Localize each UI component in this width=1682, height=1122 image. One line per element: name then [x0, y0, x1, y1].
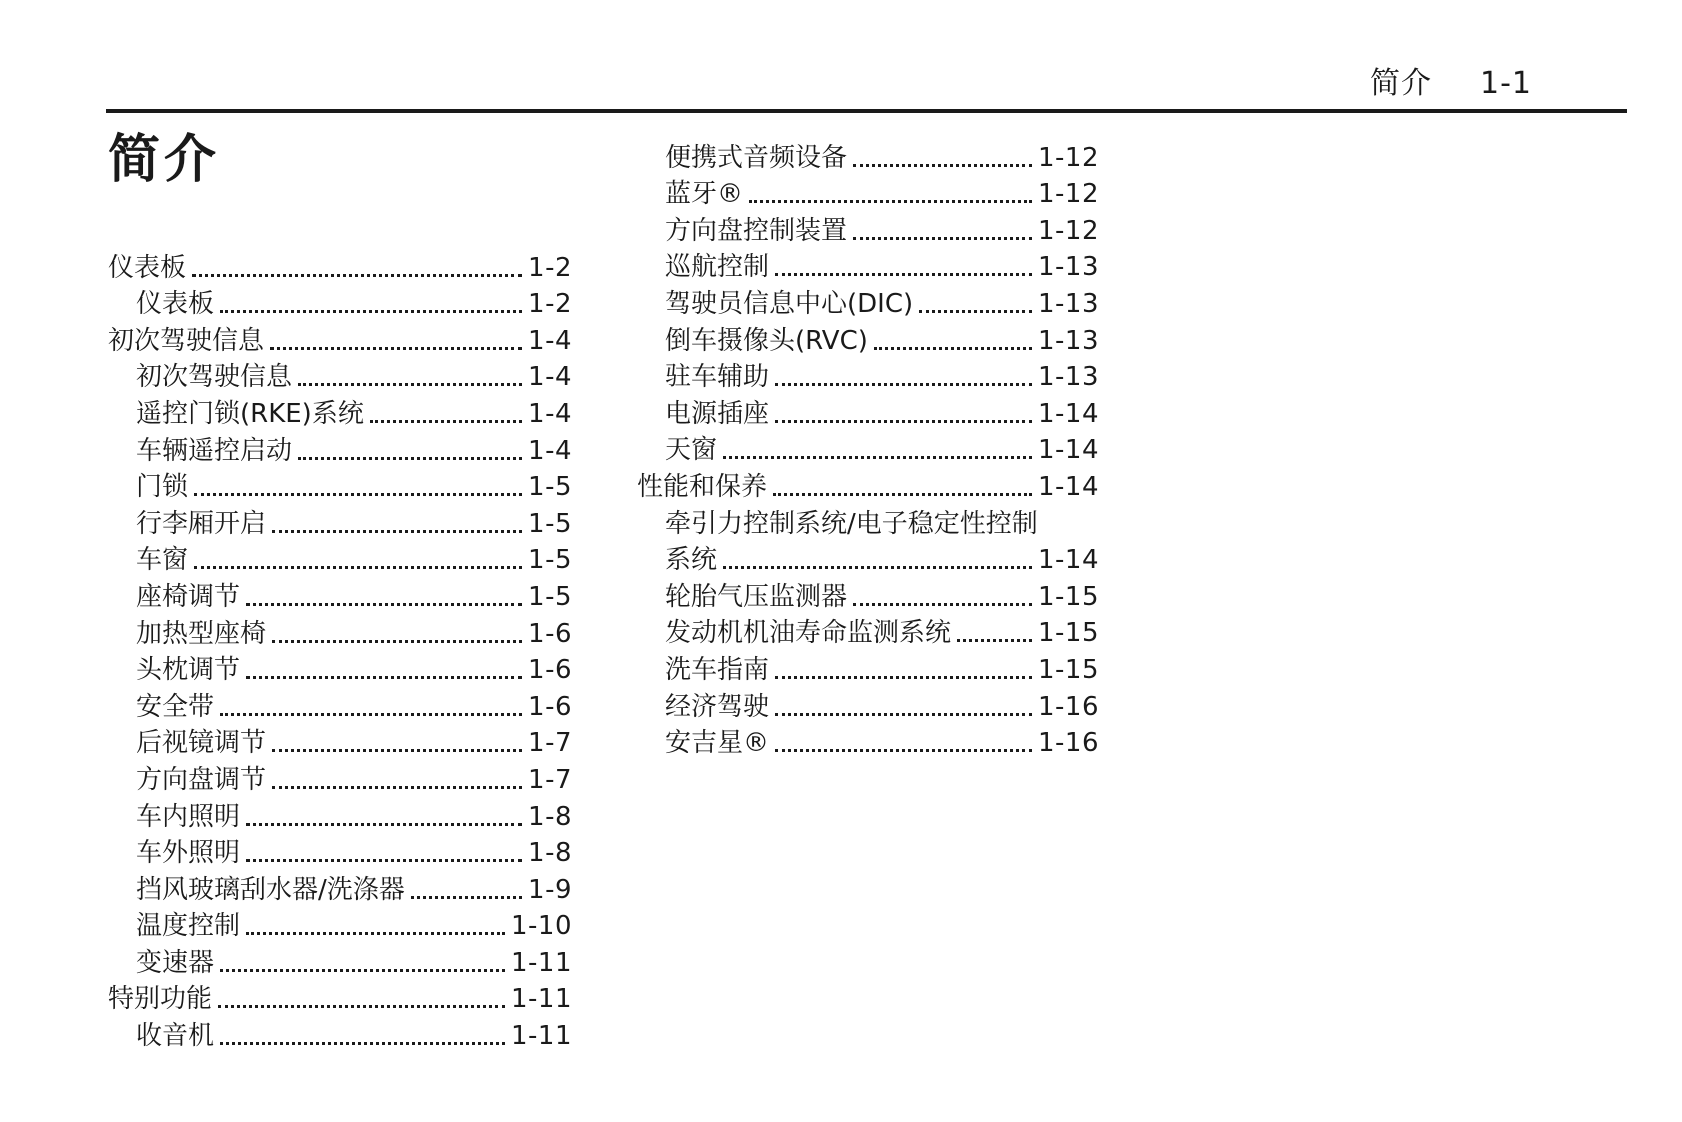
toc-entry-title: 座椅调节 [136, 581, 241, 612]
toc-entry-page: 1-12 [1037, 142, 1099, 173]
toc-entry-title: 驾驶员信息中心(DIC) [665, 288, 914, 319]
toc-entry-page: 1-5 [528, 581, 572, 612]
toc-entry-title: 车窗 [136, 545, 189, 576]
toc-entry[interactable] [108, 834, 572, 871]
toc-entry-title: 特别功能 [108, 984, 213, 1015]
toc-entry[interactable] [108, 577, 572, 614]
toc-entry-title: 驻车辅助 [665, 362, 770, 393]
toc-entry-page: 1-6 [528, 691, 572, 722]
toc-entry-title: 仪表板 [108, 252, 187, 283]
toc-entry[interactable] [108, 541, 572, 578]
toc-entry-page: 1-13 [1037, 288, 1099, 319]
toc-dot-leader [723, 456, 1032, 459]
toc-dot-leader [192, 274, 522, 277]
toc-dot-leader [919, 310, 1032, 313]
toc-dot-leader [194, 493, 522, 496]
toc-entry[interactable] [637, 248, 1099, 285]
toc-entry-title: 经济驾驶 [665, 691, 770, 722]
toc-dot-leader [874, 347, 1032, 350]
toc-dot-leader [298, 383, 522, 386]
toc-entry-title: 初次驾驶信息 [108, 325, 265, 356]
toc-dot-leader [775, 273, 1032, 276]
toc-entry[interactable] [108, 687, 572, 724]
toc-entry-page: 1-5 [528, 545, 572, 576]
toc-column-right [637, 138, 1099, 760]
toc-entry-title: 性能和保养 [637, 471, 768, 502]
toc-entry-page: 1-14 [1037, 545, 1099, 576]
toc-entry[interactable] [637, 687, 1099, 724]
toc-dot-leader [272, 786, 522, 789]
toc-dot-leader [775, 676, 1032, 679]
header-page-number: 1-1 [1480, 66, 1532, 101]
toc-entry[interactable] [637, 211, 1099, 248]
toc-dot-leader [773, 493, 1032, 496]
toc-entry-page: 1-15 [1037, 654, 1099, 685]
toc-entry[interactable] [108, 797, 572, 834]
toc-entry-page: 1-12 [1037, 179, 1099, 210]
toc-entry-title: 行李厢开启 [136, 508, 267, 539]
toc-entry-page: 1-6 [528, 655, 572, 686]
toc-entry[interactable] [108, 907, 572, 944]
toc-entry-title: 蓝牙® [665, 179, 744, 210]
toc-entry-title: 收音机 [136, 1021, 215, 1052]
toc-entry-title: 车内照明 [136, 801, 241, 832]
toc-entry[interactable] [108, 870, 572, 907]
toc-entry-page: 1-8 [528, 801, 572, 832]
toc-entry-title: 牵引力控制系统/电子稳定性控制 [665, 508, 1038, 539]
toc-dot-leader [411, 896, 522, 899]
toc-entry[interactable] [108, 321, 572, 358]
toc-entry[interactable] [637, 504, 1099, 541]
toc-entry-page: 1-14 [1037, 435, 1099, 466]
toc-entry-page: 1-6 [528, 618, 572, 649]
toc-entry-title: 倒车摄像头(RVC) [665, 325, 868, 356]
toc-dot-leader [272, 749, 522, 752]
toc-dot-leader [853, 237, 1032, 240]
toc-entry-title: 电源插座 [665, 398, 770, 429]
toc-entry[interactable] [637, 175, 1099, 212]
toc-entry-page: 1-11 [510, 984, 572, 1015]
toc-entry-title: 洗车指南 [665, 654, 770, 685]
toc-dot-leader [272, 640, 522, 643]
toc-entry-page: 1-13 [1037, 325, 1099, 356]
toc-entry-page: 1-5 [528, 508, 572, 539]
toc-entry-title: 加热型座椅 [136, 618, 267, 649]
toc-dot-leader [723, 566, 1032, 569]
toc-entry-title: 方向盘控制装置 [665, 215, 848, 246]
toc-dot-leader [298, 457, 522, 460]
toc-entry-page: 1-13 [1037, 362, 1099, 393]
toc-column-left [108, 248, 572, 1053]
toc-dot-leader [246, 932, 505, 935]
toc-entry-page: 1-4 [528, 325, 572, 356]
toc-entry[interactable] [108, 760, 572, 797]
toc-entry[interactable] [637, 724, 1099, 761]
header-rule [106, 109, 1627, 113]
toc-entry-page: 1-2 [528, 289, 572, 320]
toc-dot-leader [749, 200, 1032, 203]
toc-dot-leader [370, 420, 522, 423]
toc-entry-title: 安吉星® [665, 728, 770, 759]
toc-entry-page: 1-4 [528, 398, 572, 429]
toc-entry-title: 便携式音频设备 [665, 142, 848, 173]
toc-entry[interactable] [108, 614, 572, 651]
toc-entry[interactable] [108, 980, 572, 1017]
toc-dot-leader [194, 566, 522, 569]
toc-entry-title: 遥控门锁(RKE)系统 [136, 398, 364, 429]
toc-entry[interactable] [108, 651, 572, 688]
toc-entry[interactable] [637, 394, 1099, 431]
toc-dot-leader [957, 639, 1032, 642]
toc-dot-leader [220, 713, 522, 716]
toc-entry[interactable] [108, 504, 572, 541]
toc-entry-page: 1-12 [1037, 215, 1099, 246]
toc-entry-title: 发动机机油寿命监测系统 [665, 618, 952, 649]
toc-dot-leader [246, 603, 522, 606]
toc-entry[interactable] [637, 284, 1099, 321]
toc-entry[interactable] [108, 431, 572, 468]
toc-dot-leader [246, 823, 522, 826]
toc-entry[interactable] [637, 541, 1099, 578]
toc-entry-page: 1-14 [1037, 398, 1099, 429]
toc-dot-leader [272, 530, 522, 533]
toc-entry[interactable] [637, 358, 1099, 395]
toc-entry-title: 初次驾驶信息 [136, 362, 293, 393]
toc-dot-leader [220, 310, 522, 313]
toc-entry-page: 1-4 [528, 362, 572, 393]
toc-entry-title: 车辆遥控启动 [136, 435, 293, 466]
toc-dot-leader [775, 749, 1032, 752]
toc-entry-title: 门锁 [136, 472, 189, 503]
toc-entry[interactable] [108, 468, 572, 505]
toc-dot-leader [220, 969, 505, 972]
toc-entry-title: 温度控制 [136, 911, 241, 942]
toc-entry[interactable] [637, 467, 1099, 504]
toc-entry-title: 天窗 [665, 435, 718, 466]
header-chapter-title: 简介 [1370, 66, 1432, 101]
toc-entry-page: 1-2 [528, 252, 572, 283]
toc-entry-title: 安全带 [136, 691, 215, 722]
toc-entry-title: 仪表板 [136, 289, 215, 320]
toc-entry-page: 1-16 [1037, 691, 1099, 722]
toc-entry-page: 1-14 [1037, 471, 1099, 502]
section-title: 简介 [108, 130, 221, 190]
toc-entry[interactable] [108, 248, 572, 285]
toc-entry[interactable] [108, 358, 572, 395]
running-header [1370, 58, 1532, 101]
toc-entry-page: 1-8 [528, 838, 572, 869]
toc-entry-page: 1-11 [510, 1021, 572, 1052]
toc-entry-page: 1-10 [510, 911, 572, 942]
toc-entry[interactable] [108, 1016, 572, 1053]
toc-entry-title: 方向盘调节 [136, 764, 267, 795]
toc-entry[interactable] [108, 285, 572, 322]
toc-entry[interactable] [637, 614, 1099, 651]
toc-dot-leader [775, 713, 1032, 716]
toc-entry-page: 1-15 [1037, 618, 1099, 649]
toc-dot-leader [220, 1042, 505, 1045]
toc-entry[interactable] [637, 321, 1099, 358]
toc-entry[interactable] [108, 394, 572, 431]
toc-entry-page: 1-15 [1037, 581, 1099, 612]
toc-entry[interactable] [108, 724, 572, 761]
toc-dot-leader [218, 1005, 505, 1008]
toc-entry-title: 系统 [665, 545, 718, 576]
toc-entry[interactable] [637, 138, 1099, 175]
toc-entry-title: 头枕调节 [136, 655, 241, 686]
toc-dot-leader [270, 347, 522, 350]
toc-entry-page: 1-7 [528, 728, 572, 759]
toc-dot-leader [775, 383, 1032, 386]
toc-dot-leader [246, 859, 522, 862]
toc-dot-leader [775, 420, 1032, 423]
toc-dot-leader [246, 676, 522, 679]
toc-entry-title: 变速器 [136, 947, 215, 978]
toc-entry-page: 1-4 [528, 435, 572, 466]
toc-entry[interactable] [108, 943, 572, 980]
toc-entry[interactable] [637, 431, 1099, 468]
toc-entry-title: 后视镜调节 [136, 728, 267, 759]
toc-entry-page: 1-16 [1037, 728, 1099, 759]
toc-dot-leader [853, 603, 1032, 606]
toc-entry[interactable] [637, 577, 1099, 614]
toc-entry-page: 1-13 [1037, 252, 1099, 283]
toc-entry-title: 巡航控制 [665, 252, 770, 283]
toc-entry-title: 车外照明 [136, 838, 241, 869]
toc-entry-page: 1-7 [528, 764, 572, 795]
toc-entry-page: 1-11 [510, 947, 572, 978]
toc-entry[interactable] [637, 650, 1099, 687]
toc-dot-leader [853, 164, 1032, 167]
toc-entry-page: 1-9 [528, 874, 572, 905]
toc-entry-title: 挡风玻璃刮水器/洗涤器 [136, 874, 405, 905]
toc-entry-page: 1-5 [528, 472, 572, 503]
toc-entry-title: 轮胎气压监测器 [665, 581, 848, 612]
